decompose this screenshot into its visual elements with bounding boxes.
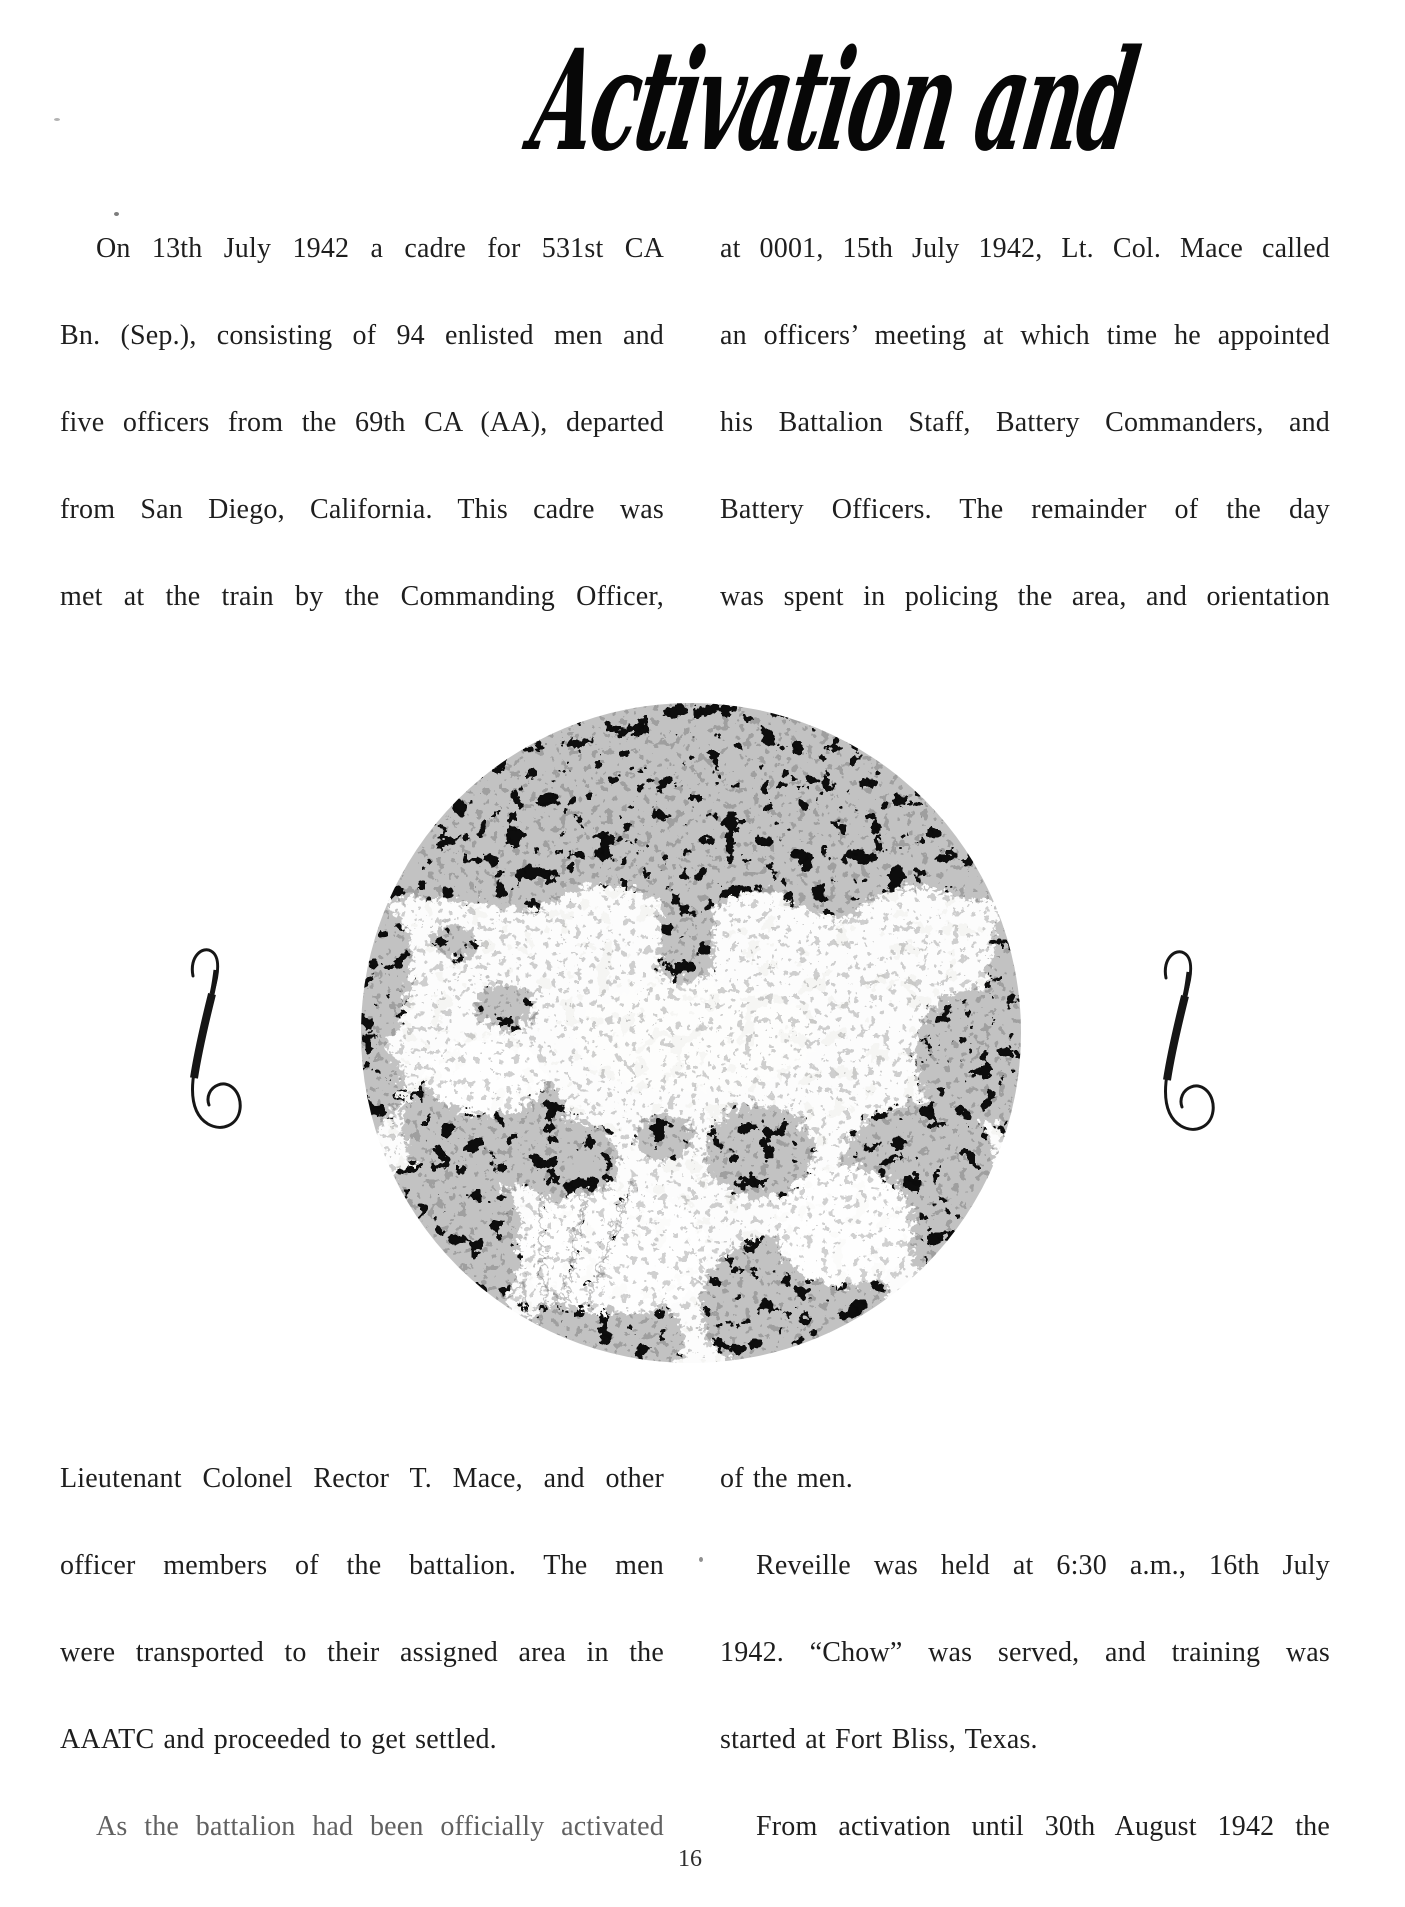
text-line: AAATC and proceeded to get settled. xyxy=(60,1724,497,1755)
text-line: officer members of the battalion. The men xyxy=(60,1550,664,1581)
text-line: of the men. xyxy=(720,1463,853,1494)
text-line: Reveille was held at 6:30 a.m., 16th July xyxy=(756,1550,1330,1581)
text-line: Lieutenant Colonel Rector T. Mace, and other xyxy=(60,1463,664,1494)
text-line: 1942. “Chow” was served, and training was xyxy=(720,1637,1330,1668)
text-line: from San Diego, California. This cadre was xyxy=(60,494,664,525)
text-line: at 0001, 15th July 1942, Lt. Col. Mace called xyxy=(720,233,1330,264)
text-line: As the battalion had been officially activated xyxy=(96,1811,664,1842)
text-line: an officers’ meeting at which time he appointed xyxy=(720,320,1330,351)
page-title: Activation and xyxy=(522,20,1145,183)
text-line: From activation until 30th August 1942 the xyxy=(756,1811,1330,1842)
swash-glyph xyxy=(180,942,254,1140)
text-line: On 13th July 1942 a cadre for 531st CA xyxy=(96,233,664,264)
flourish-ornament-left xyxy=(180,942,254,1140)
text-line: met at the train by the Commanding Officer, xyxy=(60,581,664,612)
column-top-left xyxy=(60,205,664,640)
photo-halftone-illustration xyxy=(360,702,1022,1364)
text-line: was spent in policing the area, and orientation xyxy=(720,581,1330,612)
swash-glyph xyxy=(1153,944,1227,1142)
column-bottom-left xyxy=(60,1435,664,1870)
scan-speck xyxy=(54,118,60,121)
soldiers-circle-photo xyxy=(360,702,1022,1364)
column-bottom-right xyxy=(720,1435,1330,1870)
text-line: Bn. (Sep.), consisting of 94 enlisted men and xyxy=(60,320,664,351)
scan-speck xyxy=(699,1557,703,1562)
page-number: 16 xyxy=(678,1846,702,1872)
text-line: five officers from the 69th CA (AA), departed xyxy=(60,407,664,438)
text-line: his Battalion Staff, Battery Commanders, and xyxy=(720,407,1330,438)
text-line: Battery Officers. The remainder of the day xyxy=(720,494,1330,525)
column-top-right xyxy=(720,205,1330,640)
text-line: started at Fort Bliss, Texas. xyxy=(720,1724,1038,1755)
text-line: were transported to their assigned area in the xyxy=(60,1637,664,1668)
flourish-ornament-right xyxy=(1153,944,1227,1142)
